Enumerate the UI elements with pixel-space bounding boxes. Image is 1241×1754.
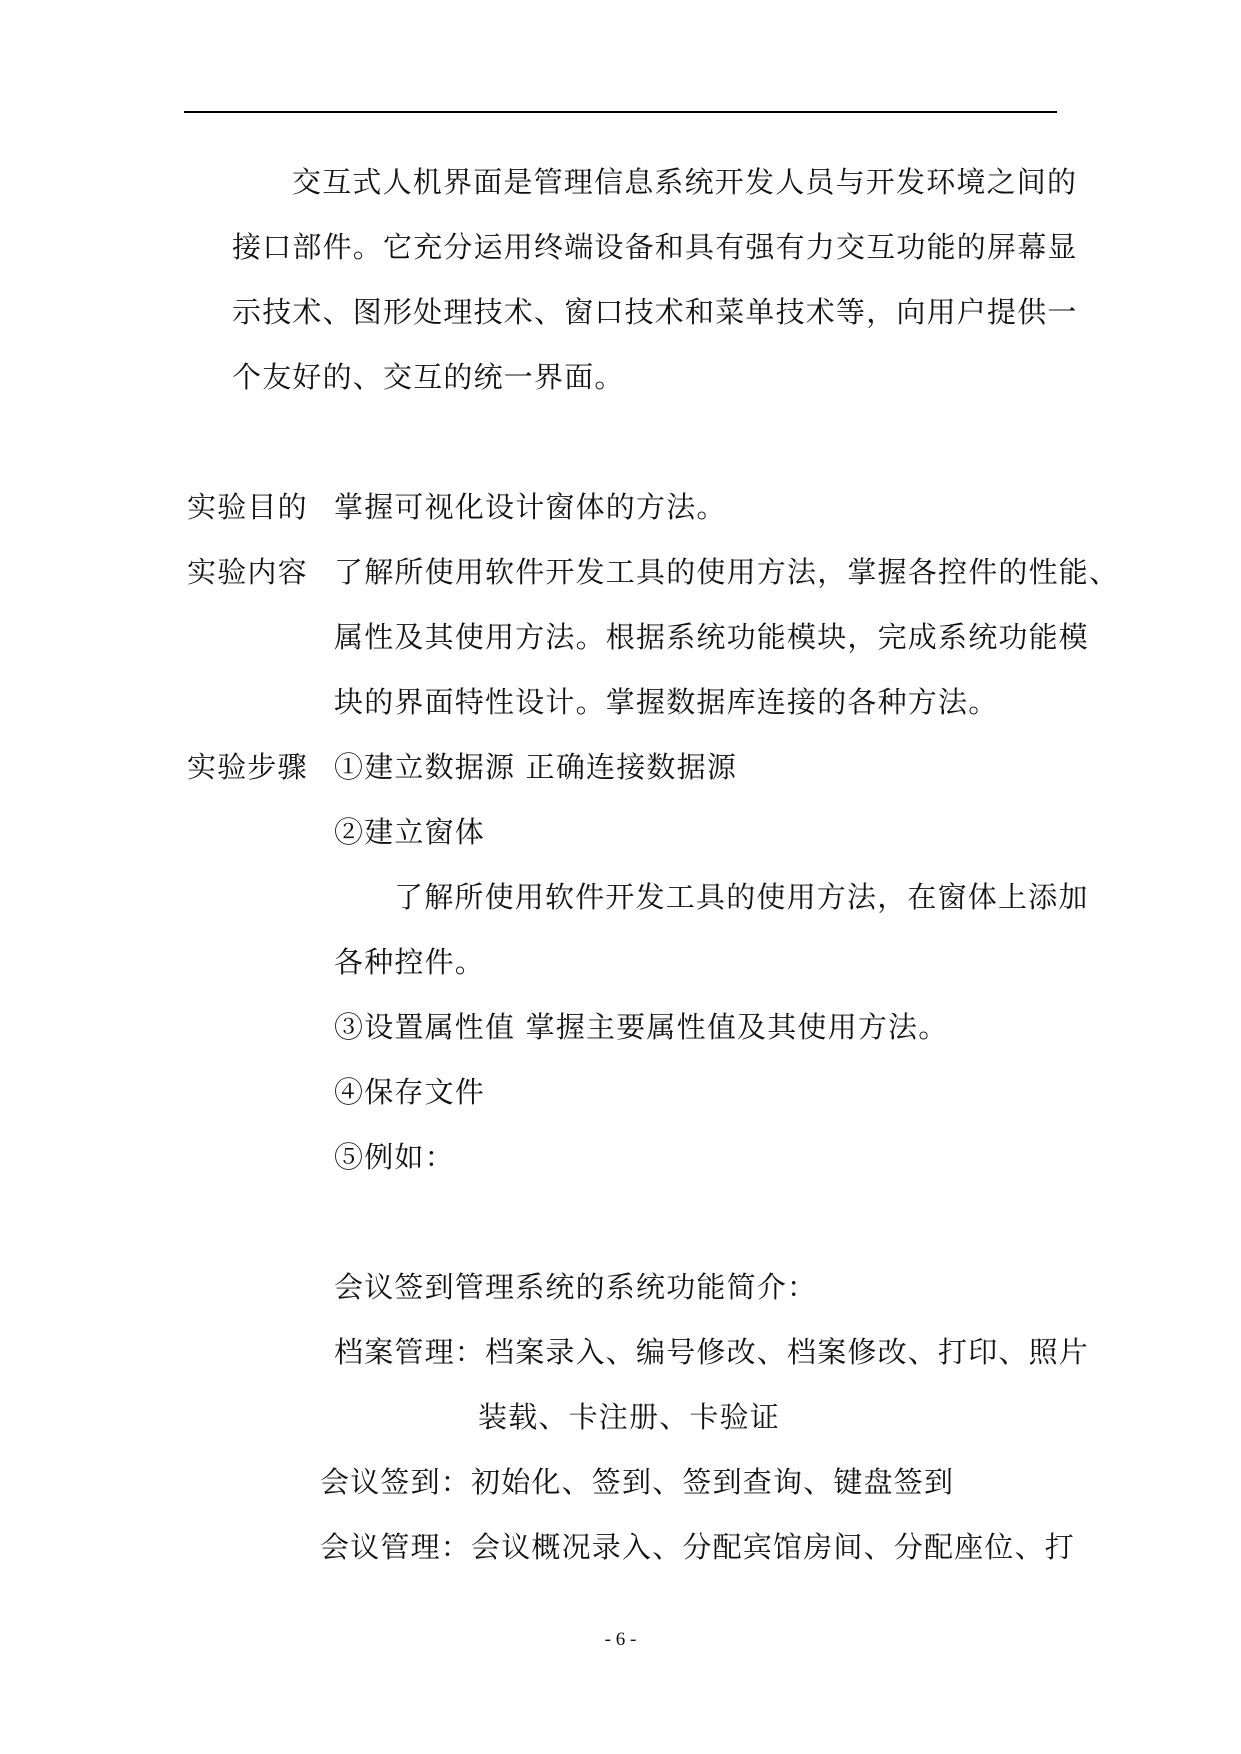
content-line-3: 块的界面特性设计。掌握数据库连接的各种方法。 xyxy=(334,685,999,719)
step-4: ④保存文件 xyxy=(334,1075,486,1109)
signin-line: 会议签到：初始化、签到、签到查询、键盘签到 xyxy=(320,1465,955,1499)
archive-line-2: 装载、卡注册、卡验证 xyxy=(478,1400,781,1434)
step-5: ⑤例如： xyxy=(334,1140,455,1174)
intro-line-2: 接口部件。它充分运用终端设备和具有强有力交互功能的屏幕显 xyxy=(232,230,1078,264)
example-title: 会议签到管理系统的系统功能简介： xyxy=(334,1270,818,1304)
archive-line-1: 档案管理：档案录入、编号修改、档案修改、打印、照片 xyxy=(334,1335,1090,1369)
objective-text: 掌握可视化设计窗体的方法。 xyxy=(334,490,727,524)
content-line-1: 了解所使用软件开发工具的使用方法，掌握各控件的性能、 xyxy=(334,555,1120,589)
step-3: ③设置属性值 掌握主要属性值及其使用方法。 xyxy=(334,1010,949,1044)
content-line-2: 属性及其使用方法。根据系统功能模块，完成系统功能模 xyxy=(334,620,1090,654)
intro-line-4: 个友好的、交互的统一界面。 xyxy=(232,360,625,394)
step-2-desc-line-1: 了解所使用软件开发工具的使用方法，在窗体上添加 xyxy=(394,880,1089,914)
intro-line-1: 交互式人机界面是管理信息系统开发人员与开发环境之间的 xyxy=(292,165,1078,199)
step-2-desc-line-2: 各种控件。 xyxy=(334,945,486,979)
objective-label: 实验目的 xyxy=(187,490,308,524)
step-1: ①建立数据源 正确连接数据源 xyxy=(334,750,738,784)
steps-label: 实验步骤 xyxy=(187,750,308,784)
page-number: - 6 - xyxy=(604,1629,637,1650)
intro-line-3: 示技术、图形处理技术、窗口技术和菜单技术等，向用户提供一 xyxy=(232,295,1078,329)
step-2: ②建立窗体 xyxy=(334,815,486,849)
content-label: 实验内容 xyxy=(187,555,308,589)
header-rule xyxy=(184,111,1057,113)
meeting-line: 会议管理：会议概况录入、分配宾馆房间、分配座位、打 xyxy=(320,1530,1076,1564)
